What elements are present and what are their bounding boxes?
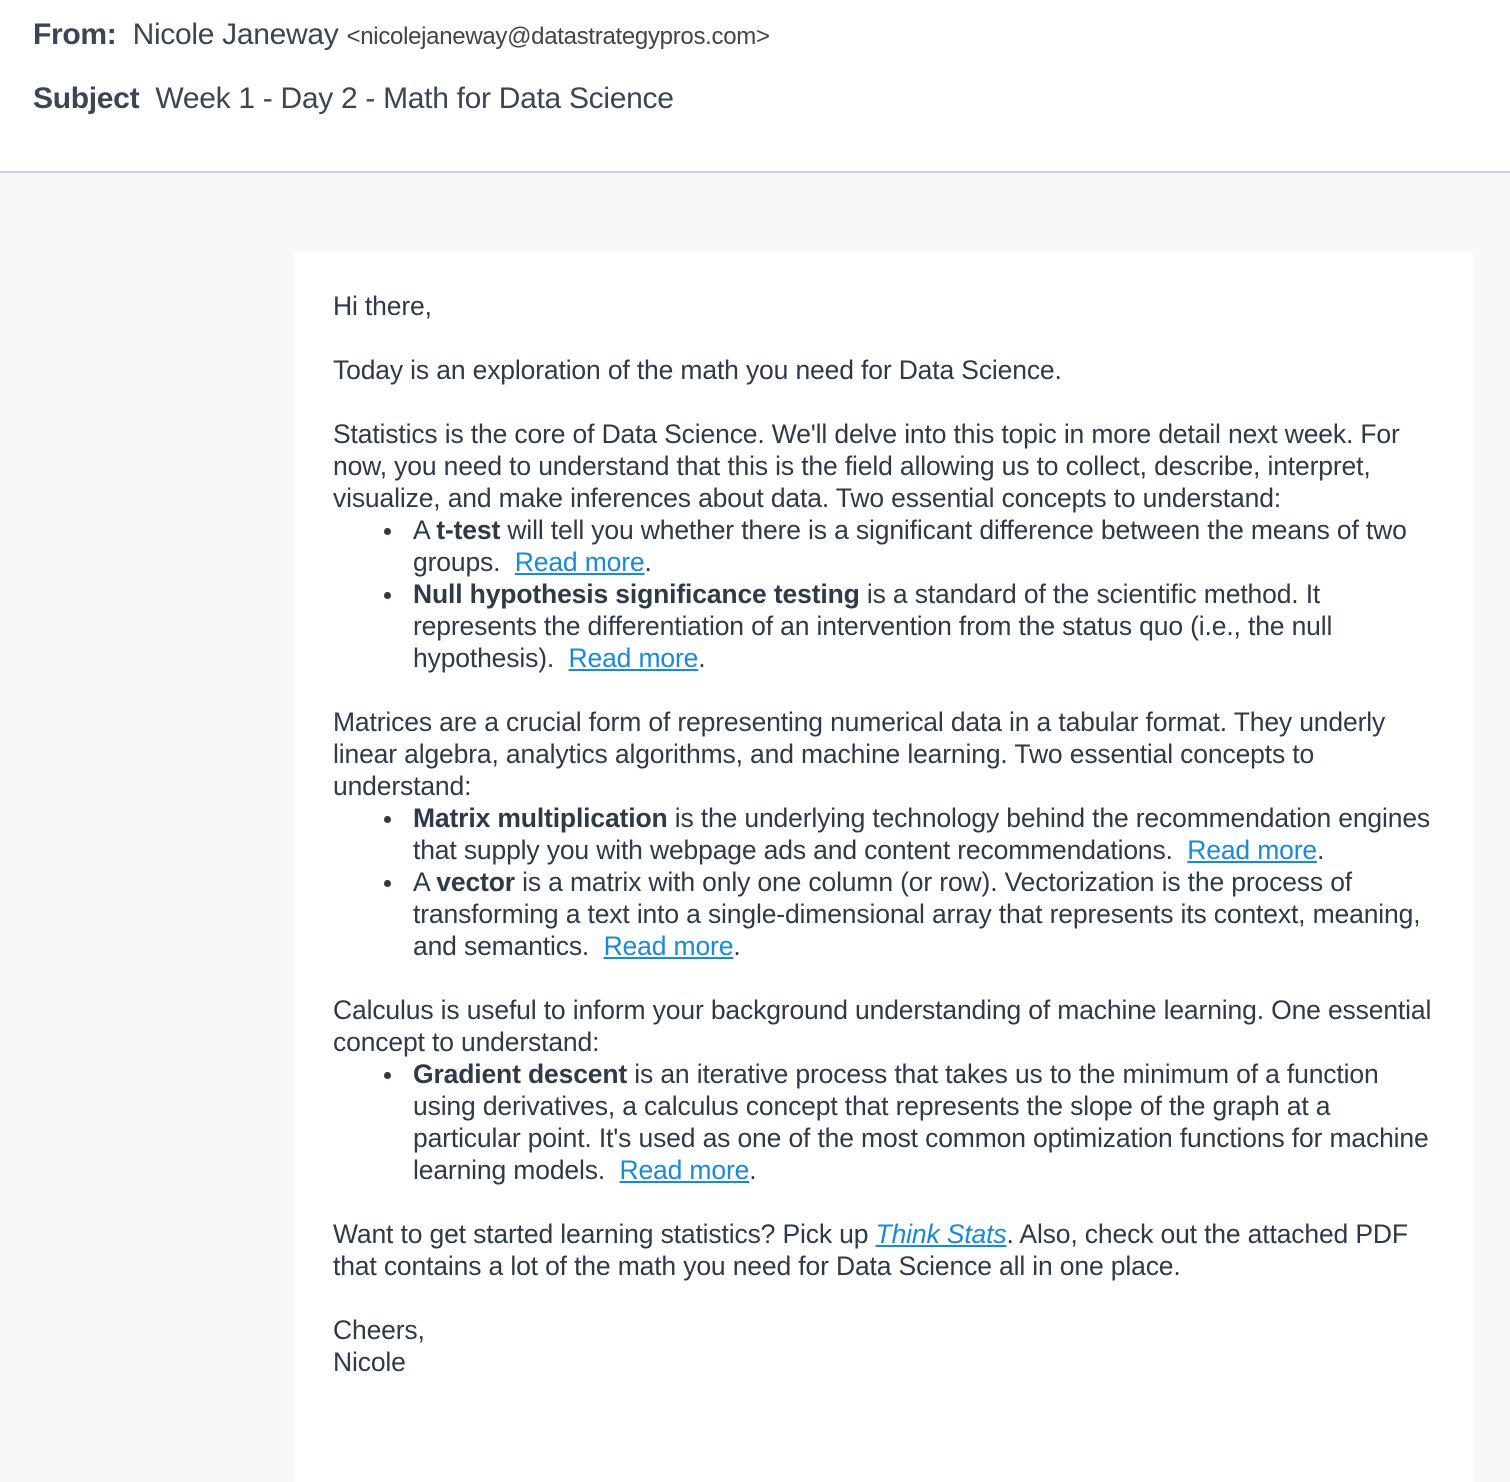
list-item-matrix-multiplication <box>413 802 1438 866</box>
list-item-t-test <box>413 514 1433 578</box>
item-suffix: . <box>749 1155 757 1185</box>
closing-paragraph <box>333 1218 1433 1282</box>
read-more-link-null-hypothesis[interactable]: Read more <box>568 643 699 673</box>
term-gradient-descent: Gradient descent <box>413 1059 628 1089</box>
subject-text: Week 1 - Day 2 - Math for Data Science <box>155 82 674 115</box>
signature: Nicole <box>333 1347 406 1377</box>
item-text: is an iterative process that takes us to the minimum of a function using derivatives, a calculus concept that represents the slope of the graph at a particular point. It's used as one of the most common optimization functions for machine learning models. <box>413 1059 1436 1185</box>
greeting: Hi there, <box>333 291 432 321</box>
list-item-null-hypothesis <box>413 578 1433 674</box>
read-more-link-t-test[interactable]: Read more <box>514 547 645 577</box>
item-suffix: . <box>1317 835 1325 865</box>
item-text: is the underlying technology behind the recommendation engines that supply you with webpage ads and content recommendations. <box>413 803 1438 865</box>
item-text: is a matrix with only one column (or row). Vectorization is the process of transforming a text into a single-dimensional array that represents its context, meaning, and semantics. <box>413 867 1428 961</box>
term-t-test: t-test <box>436 515 501 545</box>
list-item-gradient-descent <box>413 1058 1436 1186</box>
read-more-link-vector[interactable]: Read more <box>603 931 734 961</box>
item-suffix: . <box>698 643 706 673</box>
sender-email: <nicolejaneway@datastrategypros.com> <box>346 23 770 50</box>
think-stats-link[interactable]: Think Stats <box>875 1219 1007 1249</box>
sender-name: Nicole Janeway <box>132 18 339 51</box>
from-row <box>33 18 770 52</box>
matrices-list <box>333 802 1438 962</box>
term-vector: vector <box>436 867 515 897</box>
subject-row <box>33 82 674 116</box>
from-label: From: <box>33 18 117 51</box>
item-text: will tell you whether there is a significant difference between the means of two groups. <box>413 515 1414 577</box>
closing-text-after: . Also, check out the attached PDF that contains a lot of the math you need for Data Science all in one place. <box>333 1219 1408 1281</box>
item-suffix: . <box>733 931 741 961</box>
item-suffix: . <box>644 547 652 577</box>
email-body <box>333 290 1438 1378</box>
term-matrix-multiplication: Matrix multiplication <box>413 803 668 833</box>
signoff: Cheers, <box>333 1315 425 1345</box>
calculus-list <box>333 1058 1436 1186</box>
item-prefix: A <box>413 515 437 545</box>
intro-paragraph: Today is an exploration of the math you need for Data Science. <box>333 355 1062 385</box>
email-body-card <box>294 252 1473 1482</box>
subject-label: Subject <box>33 82 140 115</box>
matrices-paragraph: Matrices are a crucial form of representing numerical data in a tabular format. They underly linear algebra, analytics algorithms, and machine learning. Two essential concepts to understand: <box>333 707 1386 801</box>
email-header <box>0 0 1510 173</box>
read-more-link-gradient-descent[interactable]: Read more <box>619 1155 750 1185</box>
statistics-paragraph: Statistics is the core of Data Science. We'll delve into this topic in more detail next week. For now, you need to understand that this is the field allowing us to collect, describe, interpret, visualize, and make inferences about data. Two essential concepts to understand: <box>333 419 1400 513</box>
closing-text-before: Want to get started learning statistics? Pick up <box>333 1219 876 1249</box>
term-null-hypothesis: Null hypothesis significance testing <box>413 579 860 609</box>
item-text: is a standard of the scientific method. It represents the differentiation of an intervention from the status quo (i.e., the null hypothesis). <box>413 579 1340 673</box>
statistics-list <box>333 514 1433 674</box>
item-prefix: A <box>413 867 437 897</box>
read-more-link-matrix-multiplication[interactable]: Read more <box>1187 835 1318 865</box>
list-item-vector <box>413 866 1433 962</box>
calculus-paragraph: Calculus is useful to inform your background understanding of machine learning. One essential concept to understand: <box>333 995 1432 1057</box>
